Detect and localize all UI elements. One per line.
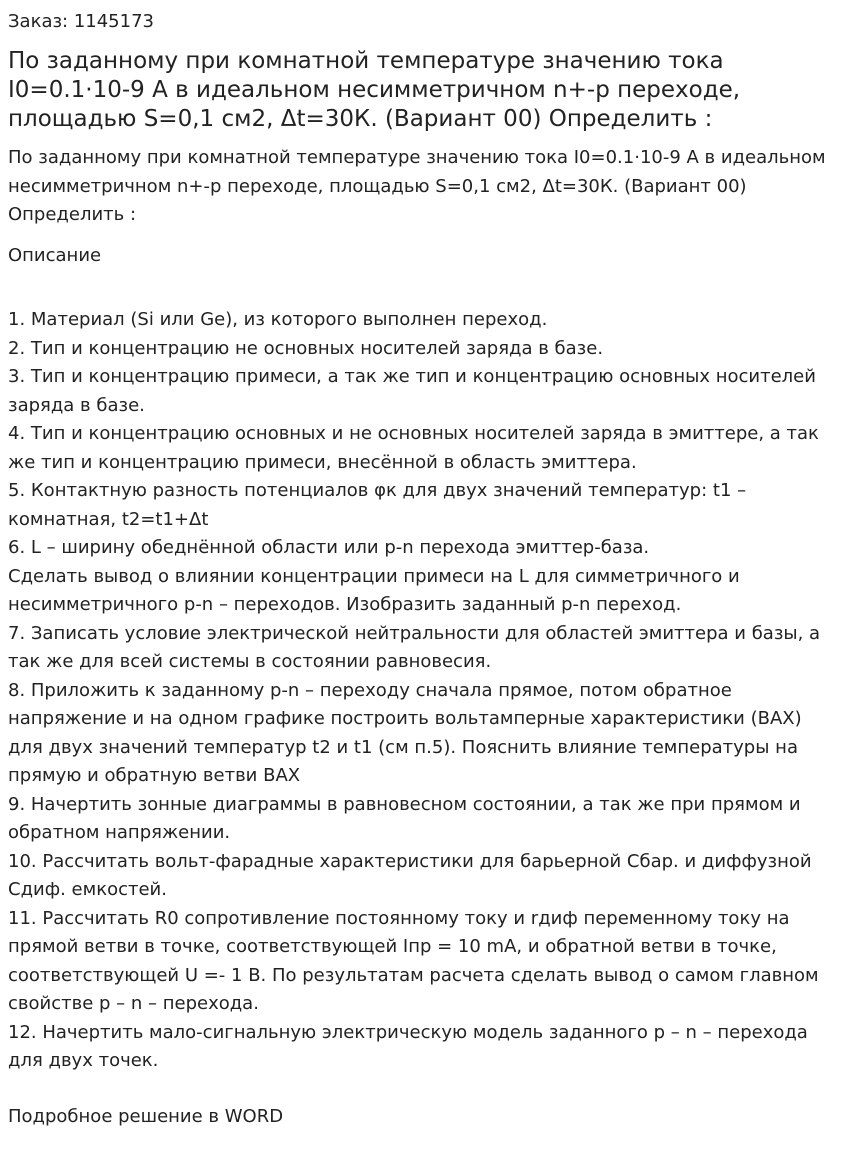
description-item: 4. Тип и концентрацию основных и не основных носителей заряда в эмиттере, а так же тип и концентрацию примеси, внесённой в область эмиттера. [8, 423, 819, 473]
description-item: Сделать вывод о влиянии концентрации примеси на L для симметричного и несимметричного p-n – переходов. Изобразить заданный p-n переход. [8, 565, 740, 615]
description-item: 3. Тип и концентрацию примеси, а так же тип и концентрацию основных носителей заряда в базе. [8, 366, 816, 416]
description-item: 5. Контактную разность потенциалов φк для двух значений температур: t1 – комнатная, t2=t1+Δt [8, 480, 747, 530]
description-item: 7. Записать условие электрической нейтральности для областей эмиттера и базы, а так же для всей системы в состоянии равновесия. [8, 622, 821, 672]
description-heading: Описание [8, 245, 102, 266]
description-item: 6. L – ширину обеднённой области или p-n перехода эмиттер-база. [8, 537, 650, 558]
description-item: 10. Рассчитать вольт-фарадные характеристики для барьерной Сбар. и диффузной Сдиф. емкостей. [8, 850, 812, 900]
description-item: 9. Начертить зонные диаграммы в равновесном состоянии, а так же при прямом и обратном напряжении. [8, 793, 801, 843]
description-item: 11. Рассчитать R0 сопротивление постоянному току и rдиф переменному току на прямой ветви в точке, соответствующей Iпр = 10 mA, и обратной ветви в точке, соответствующей U =- 1 В. По результатам расчета сделать вывод о самом главном свойстве p – n – перехода. [8, 907, 819, 1014]
page-title: По заданному при комнатной температуре значению тока I0=0.1·10-9 А в идеальном несимметричном n+-p переходе, площадью S=0,1 см2, Δt=30К. (Вариант 00) Определить : [8, 48, 741, 132]
order-number: Заказ: 1145173 [8, 11, 154, 32]
description-item: 8. Приложить к заданному p-n – переходу сначала прямое, потом обратное напряжение и на одном графике построить вольтамперные характеристики (ВАХ) для двух значений температур t2 и t1 (см п.5). Пояснить влияние температуры на прямую и обратную ветви ВАХ [8, 679, 802, 786]
description-list [8, 306, 838, 1076]
description-item: 2. Тип и концентрацию не основных носителей заряда в базе. [8, 337, 604, 359]
description-item: 1. Материал (Si или Ge), из которого выполнен переход. [8, 309, 548, 330]
intro-paragraph: По заданному при комнатной температуре значению тока I0=0.1·10-9 А в идеальном несимметричном n+-p переходе, площадью S=0,1 см2, Δt=30К. (Вариант 00) Определить : [8, 147, 826, 225]
footer-note: Подробное решение в WORD [8, 1106, 284, 1127]
description-item: 12. Начертить мало-сигнальную электрическую модель заданного p – n – перехода для двух точек. [8, 1021, 808, 1071]
